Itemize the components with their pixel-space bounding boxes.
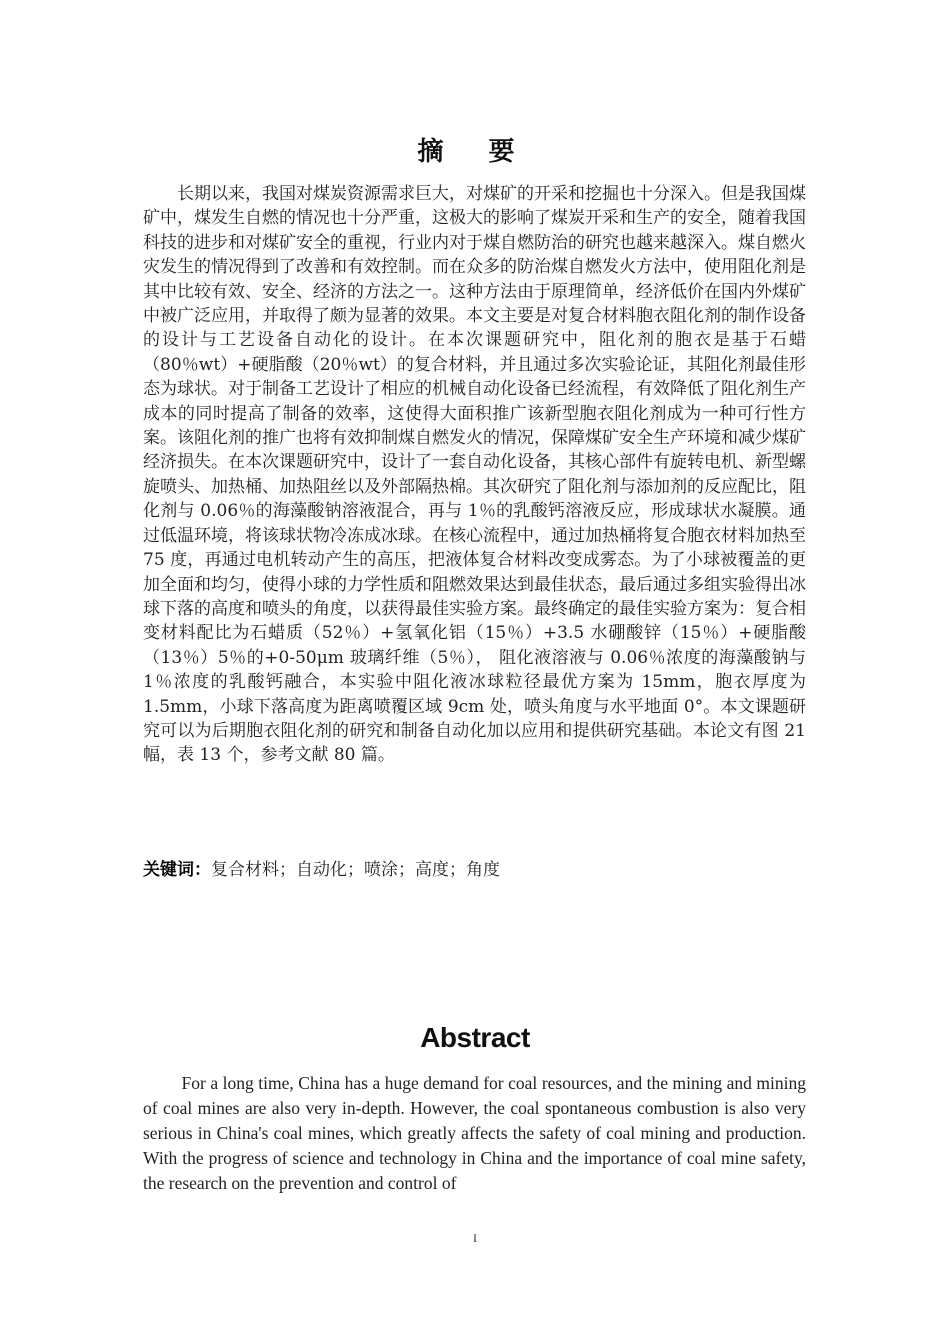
keywords-list: 复合材料；自动化；喷涂；高度；角度 (211, 860, 500, 880)
chinese-abstract-body: 长期以来，我国对煤炭资源需求巨大，对煤矿的开采和挖掘也十分深入。但是我国煤矿中，煤发生自燃的情况也十分严重，这极大的影响了煤炭开采和生产的安全，随着我国科技的进步和对煤矿安全的重视，行业内对于煤自燃防治的研究也越来越深入。煤自燃火灾发生的情况得到了改善和有效控制。而在众多的防治煤自燃发火方法中，使用阻化剂是其中比较有效、安全、经济的方法之一。这种方法由于原理简单，经济低价在国内外煤矿中被广泛应用，并取得了颇为显著的效果。本文主要是对复合材料胞衣阻化剂的制作设备的设计与工艺设备自动化的设计。在本次课题研究中，阻化剂的胞衣是基于石蜡（80％wt）+硬脂酸（20％wt）的复合材料，并且通过多次实验论证，其阻化剂最佳形态为球状。对于制备工艺设计了相应的机械自动化设备已经流程，有效降低了阻化剂生产成本的同时提高了制备的效率，这使得大面积推广该新型胞衣阻化剂成为一种可行性方案。该阻化剂的推广也将有效抑制煤自燃发火的情况，保障煤矿安全生产环境和减少煤矿经济损失。在本次课题研究中，设计了一套自动化设备，其核心部件有旋转电机、新型螺旋喷头、加热桶、加热阻丝以及外部隔热棉。其次研究了阻化剂与添加剂的反应配比，阻化剂与 0.06％的海藻酸钠溶液混合，再与 1％的乳酸钙溶液反应，形成球状水凝膜。通过低温环境，将该球状物冷冻成冰球。在核心流程中，通过加热桶将复合胞衣材料加热至 75 度，再通过电机转动产生的高压，把液体复合材料改变成雾态。为了小球被覆盖的更加全面和均匀，使得小球的力学性质和阻燃效果达到最佳状态，最后通过多组实验得出冰球下落的高度和喷头的角度，以获得最佳实验方案。最终确定的最佳实验方案为：复合相变材料配比为石蜡质（52％）+氢氧化铝（15％）+3.5 水硼酸锌（15％）+硬脂酸（13％）5％的+0-50μm 玻璃纤维（5％）， 阻化液溶液与 0.06％浓度的海藻酸钠与 1％浓度的乳酸钙融合，本实验中阻化液冰球粒径最优方案为 15mm，胞衣厚度为 1.5mm，小球下落高度为距离喷覆区域 9cm 处，喷头角度与水平地面 0°。本文课题研究可以为后期胞衣阻化剂的研究和制备自动化加以应用和提供研究基础。本论文有图 21 幅，表 13 个，参考文献 80 篇。 (143, 184, 806, 766)
chinese-keywords-line (143, 858, 806, 882)
keywords-label: 关键词： (143, 860, 211, 880)
page-number: I (473, 1231, 477, 1245)
chinese-abstract-title: 摘 要 (417, 137, 533, 167)
english-abstract-title: Abstract (420, 1022, 530, 1053)
english-abstract-body: For a long time, China has a huge demand for coal resources, and the mining and mining of coal mines are also very in-depth. However, the coal spontaneous combustion is also very serious in China's coal mines, which greatly affects the safety of coal mining and production. With the progress of science and technology in China and the importance of coal mine safety, the research on the prevention and control of (143, 1073, 806, 1193)
